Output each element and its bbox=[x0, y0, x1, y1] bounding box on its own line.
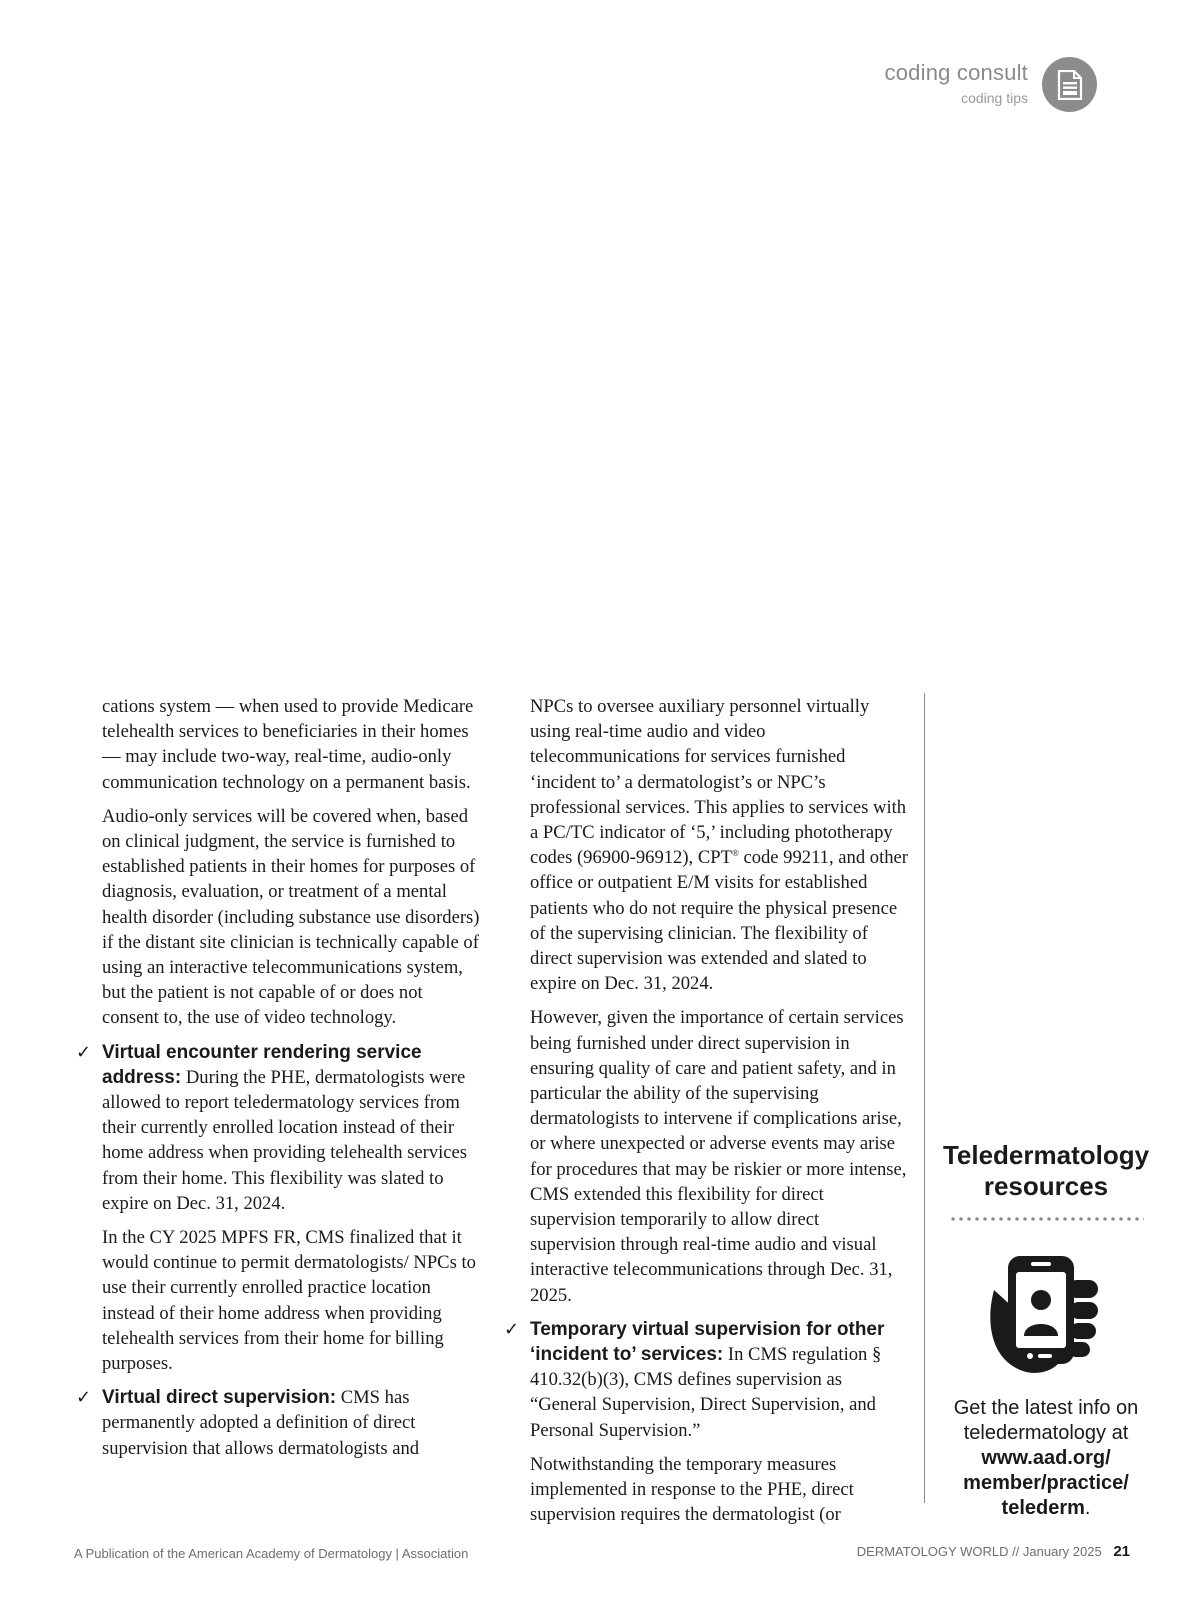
footer-magazine: DERMATOLOGY WORLD // January 2025 bbox=[856, 1544, 1102, 1559]
teledermatology-link[interactable]: www.aad.org/ member/practice/ telederm bbox=[963, 1447, 1129, 1519]
bullet-text: In CMS regulation § 410.32(b)(3), CMS defines supervision as “General Supervision, Direct Supervision, and Personal Supervision.” bbox=[530, 1344, 882, 1441]
footer-publisher: A Publication of the American Academy of Dermatology | Association bbox=[74, 1546, 469, 1561]
bullet-heading: Temporary virtual supervision for other ‘incident to’ services: bbox=[530, 1318, 885, 1366]
sidebar-text bbox=[936, 1396, 1156, 1521]
sidebar-resources bbox=[936, 1140, 1156, 1521]
bullet-virtual-supervision bbox=[504, 1317, 908, 1443]
section-title: coding consult bbox=[884, 60, 1028, 85]
article-column-left bbox=[76, 694, 482, 1470]
article-column-middle bbox=[504, 694, 908, 1537]
bullet-heading: Virtual direct supervision: bbox=[102, 1387, 337, 1409]
footer-issue bbox=[857, 1543, 1130, 1560]
paragraph-text: code 99211, and other office or outpatient E/M visits for established patients who do not require the physical presence of the supervising clinician. The flexibility of direct supervision was extended and slated to expire on Dec. 31, 2024. bbox=[530, 847, 908, 995]
bullet-text: CMS has permanently adopted a definition of direct supervision that allows dermatologists and bbox=[102, 1387, 420, 1459]
section-header bbox=[885, 60, 1028, 106]
sidebar-title: Teledermatology resources bbox=[942, 1140, 1150, 1201]
page-number: 21 bbox=[1113, 1543, 1130, 1560]
column-divider bbox=[924, 693, 925, 1503]
checkmark-icon: ✓ bbox=[504, 1318, 520, 1340]
paragraph-text: NPCs to oversee auxiliary personnel virtually using real-time audio and video telecommunications for services furnished ‘incident to’ a dermatologist’s or NPC’s professional services. This applies to services with a PC/TC indicator of ‘5,’ including phototherapy codes (96900-96912), CPT bbox=[530, 696, 907, 869]
paragraph: However, given the importance of certain services being furnished under direct supervision in ensuring quality of care and patient safety, and in particular the ability of the supervising dermatologists to intervene if complications arise, or where unexpected or adverse events may arise for procedures that may be riskier or more intense, CMS extended this flexibility for direct supervision temporarily to allow direct supervision through real-time audio and visual interactive telecommunications through Dec. 31, 2025. bbox=[530, 1007, 907, 1306]
bullet-heading: Virtual encounter rendering service address: bbox=[102, 1041, 422, 1088]
checkmark-icon: ✓ bbox=[76, 1387, 92, 1409]
phone-hand-icon bbox=[986, 1250, 1106, 1378]
paragraph: Notwithstanding the temporary measures implemented in response to the PHE, direct supervision requires the dermatologist (or bbox=[530, 1453, 854, 1526]
checkmark-icon: ✓ bbox=[76, 1041, 92, 1063]
sidebar-body: Get the latest info on teledermatology at bbox=[953, 1397, 1139, 1444]
bullet-rendering-address bbox=[76, 1040, 482, 1216]
bullet-text: During the PHE, dermatologists were allowed to report teledermatology services from their currently enrolled location instead of their home address when providing telehealth services from their home. This flexibility was slated to expire on Dec. 31, 2024. bbox=[102, 1066, 468, 1214]
paragraph: In the CY 2025 MPFS FR, CMS finalized that it would continue to permit dermatologists/ NPCs to use their currently enrolled practice location instead of their home address when providing telehealth services from their home for billing purposes. bbox=[102, 1227, 476, 1375]
document-icon bbox=[1042, 57, 1097, 112]
registered-mark: ® bbox=[731, 848, 739, 859]
dotted-divider bbox=[949, 1216, 1144, 1222]
paragraph: Audio-only services will be covered when, based on clinical judgment, the service is furnished to established patients in their homes for purposes of diagnosis, evaluation, or treatment of a mental health disorder (including substance use disorders) if the distant site clinician is technically capable of using an interactive telecommunications system, but the patient is not capable of or does not consent to, the use of video technology. bbox=[102, 805, 480, 1029]
paragraph bbox=[530, 694, 908, 996]
sidebar-period: . bbox=[1084, 1497, 1091, 1519]
paragraph: cations system — when used to provide Medicare telehealth services to beneficiaries in their homes — may include two-way, real-time, audio-only communication technology on a permanent basis. bbox=[102, 696, 474, 793]
bullet-direct-supervision bbox=[76, 1385, 482, 1461]
section-subtitle: coding tips bbox=[961, 90, 1028, 106]
